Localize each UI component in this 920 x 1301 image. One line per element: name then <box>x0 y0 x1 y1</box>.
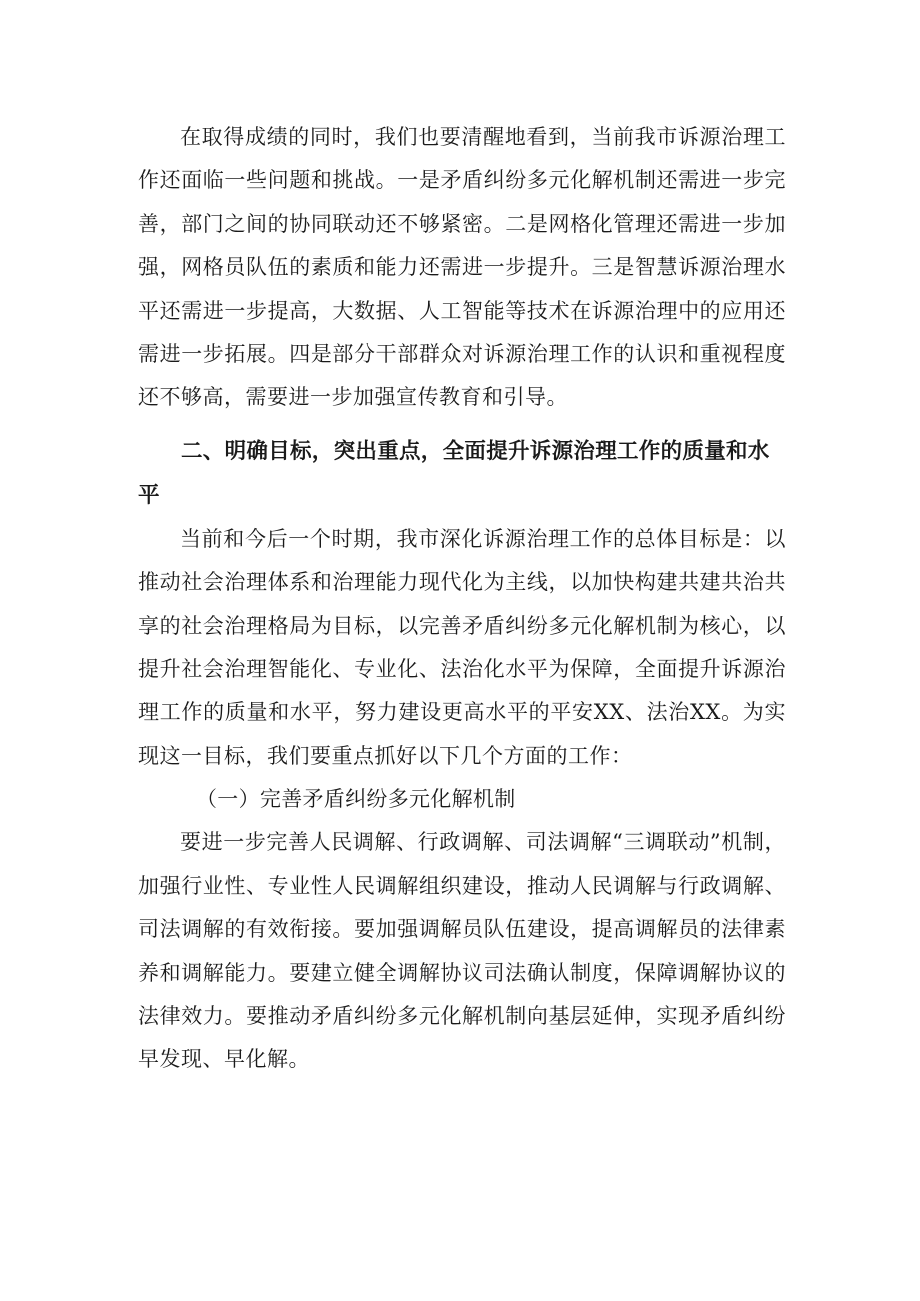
paragraph-problems: 在取得成绩的同时，我们也要清醒地看到，当前我市诉源治理工作还面临一些问题和挑战。一是矛盾纠纷多元化解机制还需进一步完善，部门之间的协同联动还不够紧密。二是网格化管理还需进一步加强，网格员队伍的素质和能力还需进一步提升。三是智慧诉源治理水平还需进一步提高，大数据、人工智能等技术在诉源治理中的应用还需进一步拓展。四是部分干部群众对诉源治理工作的认识和重视程度还不够高，需要进一步加强宣传教育和引导。 <box>138 125 786 410</box>
document-page <box>138 116 786 1082</box>
paragraph-goals: 当前和今后一个时期，我市深化诉源治理工作的总体目标是：以推动社会治理体系和治理能力现代化为主线，以加快构建共建共治共享的社会治理格局为目标，以完善矛盾纠纷多元化解机制为核心，以提升社会治理智能化、专业化、法治化水平为保障，全面提升诉源治理工作的质量和水平，努力建设更高水平的平安XX、法治XX。为实现这一目标，我们要重点抓好以下几个方面的工作： <box>138 526 786 768</box>
paragraph-mediation: 要进一步完善人民调解、行政调解、司法调解“三调联动”机制，加强行业性、专业性人民调解组织建设，推动人民调解与行政调解、司法调解的有效衔接。要加强调解员队伍建设，提高调解员的法律素养和调解能力。要建立健全调解协议司法确认制度，保障调解协议的法律效力。要推动矛盾纠纷多元化解机制向基层延伸，实现矛盾纠纷早发现、早化解。 <box>138 830 786 1072</box>
section-heading-two: 二、明确目标，突出重点，全面提升诉源治理工作的质量和水平 <box>138 438 770 508</box>
subsection-heading-one: （一）完善矛盾纠纷多元化解机制 <box>196 787 516 812</box>
